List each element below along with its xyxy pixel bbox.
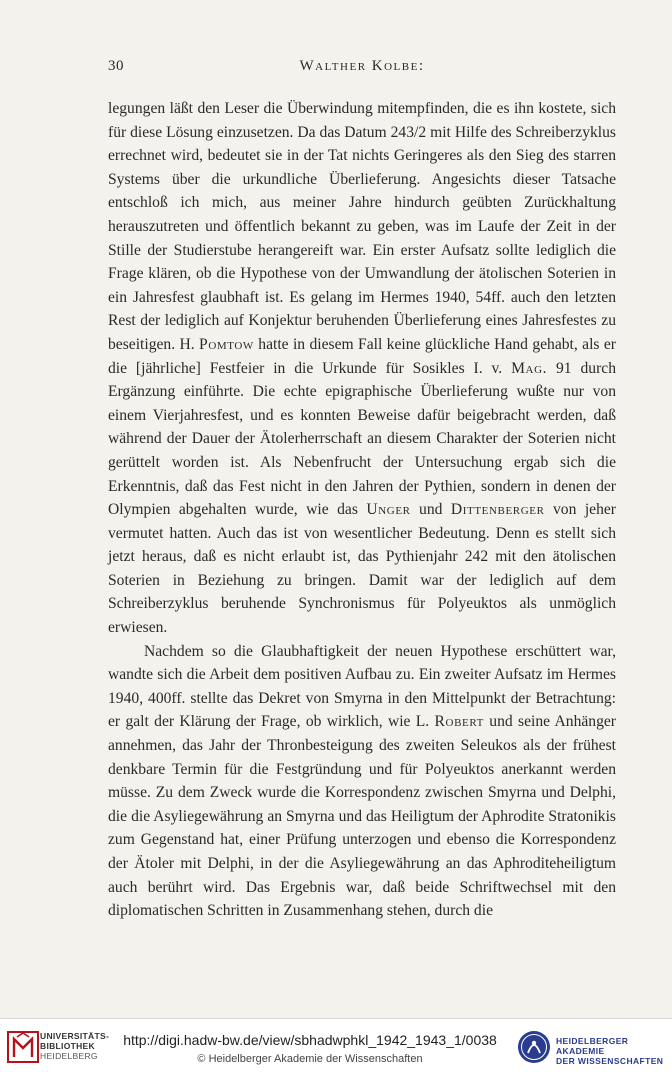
academy-seal-icon	[516, 1029, 552, 1065]
paragraph	[108, 97, 616, 640]
small-caps-name: Pomtow	[199, 335, 254, 353]
text-run: von jeher vermutet hatten. Auch das ist von wesentlicher Bedeutung. Denn es stellt sich jetzt heraus, daß es nicht erlaubt ist, das Pythienjahr 242 mit den ätolischen Soterien in Beziehung zu bringen. Damit war der lediglich auf dem Schreiberzyklus beruhende Synchronismus für Polyeuktos als unmöglich erwiesen.	[108, 501, 617, 637]
text-run: hatte in diesem Fall keine glückliche Hand gehabt, als er die [jährliche] Festfeier in die Urkunde für Sosikles I. v.	[108, 335, 616, 377]
text-run: und seine Anhänger annehmen, das Jahr der Thronbesteigung des zweiten Seleukos als der frühest denkbare Termin für die Festgründung und für Polyeuktos anerkannt werden müsse. Zu dem Zweck wurde die Korrespondenz zwischen Smyrna und Delphi, die die Asyliegewährung an Smyrna und das Heiligtum der Aphrodite Stratonikis zum Gegenstand hat, einer Prüfung unterzogen und ebenso die Korrespondenz der Ätoler mit Delphi, in der die Asyliegewährung an das Aphroditeheiligtum auch berührt wird. Das Ergebnis war, daß beide Schriftwechsel mit den diplomatischen Schritten in Zusammenhang stehen, durch die	[108, 713, 617, 920]
small-caps-name: Unger	[366, 501, 411, 519]
university-library-logo-icon	[6, 1029, 40, 1065]
paragraph	[108, 640, 616, 923]
small-caps-name: Robert	[434, 713, 484, 731]
page-header	[108, 58, 616, 78]
academy-name: HEIDELBERGER AKADEMIE DER WISSENSCHAFTEN	[556, 1036, 664, 1066]
permalink-url[interactable]: http://digi.hadw-bw.de/view/sbhadwphkl_1942_1943_1/0038	[123, 1032, 497, 1048]
text-run: legungen läßt den Leser die Überwindung mitempfinden, die es ihn kostete, sich für diese Lösung einzusetzen. Da das Datum 243/2 mit Hilfe des Schreiberzyklus errechnet wird, bedeutet sie in der Tat nichts Geringeres als den Sieg des starren Systems über die urkundliche Überlieferung. Angesichts dieser Tatsache entschloß ich mich, aus meiner Jahre hindurch geübten Zurückhaltung herauszutreten und öffentlich bekannt zu geben, was im Laufe der Zeit in der Stille der Studierstube herangereift war. Ein erster Aufsatz sollte lediglich die Frage klären, ob die Hypothese von der Umwandlung der ätolischen Soterien in ein Jahresfest glaubhaft ist. Es gelang im Hermes 1940, 54ff. auch den letzten Rest der lediglich auf Konjektur beruhenden Überlieferung eines Jahresfestes zu beseitigen. H.	[108, 100, 616, 353]
viewer-footer	[0, 1018, 672, 1075]
text-run: und	[410, 501, 451, 519]
body-text	[108, 97, 616, 923]
university-library-name: UNIVERSITÄTS- BIBLIOTHEK HEIDELBERG	[40, 1031, 110, 1061]
small-caps-name: Mag.	[511, 359, 548, 377]
small-caps-name: Dittenberger	[450, 501, 545, 519]
text-run: 91 durch Ergänzung einführte. Die echte epigraphische Überlieferung wußte nur von einem Vierjahresfest, und es konnten Beweise dafür beigebracht werden, daß während der Dauer der Ätolerherrschaft an diesem Charakter der Soterien nicht gerüttelt worden ist. Als Nebenfrucht der Untersuchung ergab sich die Erkenntnis, daß das Fest nicht in den Jahren der Pythien, sondern in denen der Olympien abgehalten wurde, wie das	[108, 359, 616, 519]
page-number: 30	[108, 58, 124, 74]
copyright-notice: © Heidelberger Akademie der Wissenschaften	[197, 1053, 423, 1065]
running-head: Walther Kolbe:	[299, 58, 425, 74]
text-run: Nachdem so die Glaubhaftigkeit der neuen Hypothese erschüttert war, wandte sich die Arbeit dem positiven Aufbau zu. Ein zweiter Aufsatz im Hermes 1940, 400ff. stellte das Dekret von Smyrna in den Mittelpunkt der Betrachtung: er galt der Klärung der Frage, ob wirklich, wie L.	[108, 642, 616, 731]
